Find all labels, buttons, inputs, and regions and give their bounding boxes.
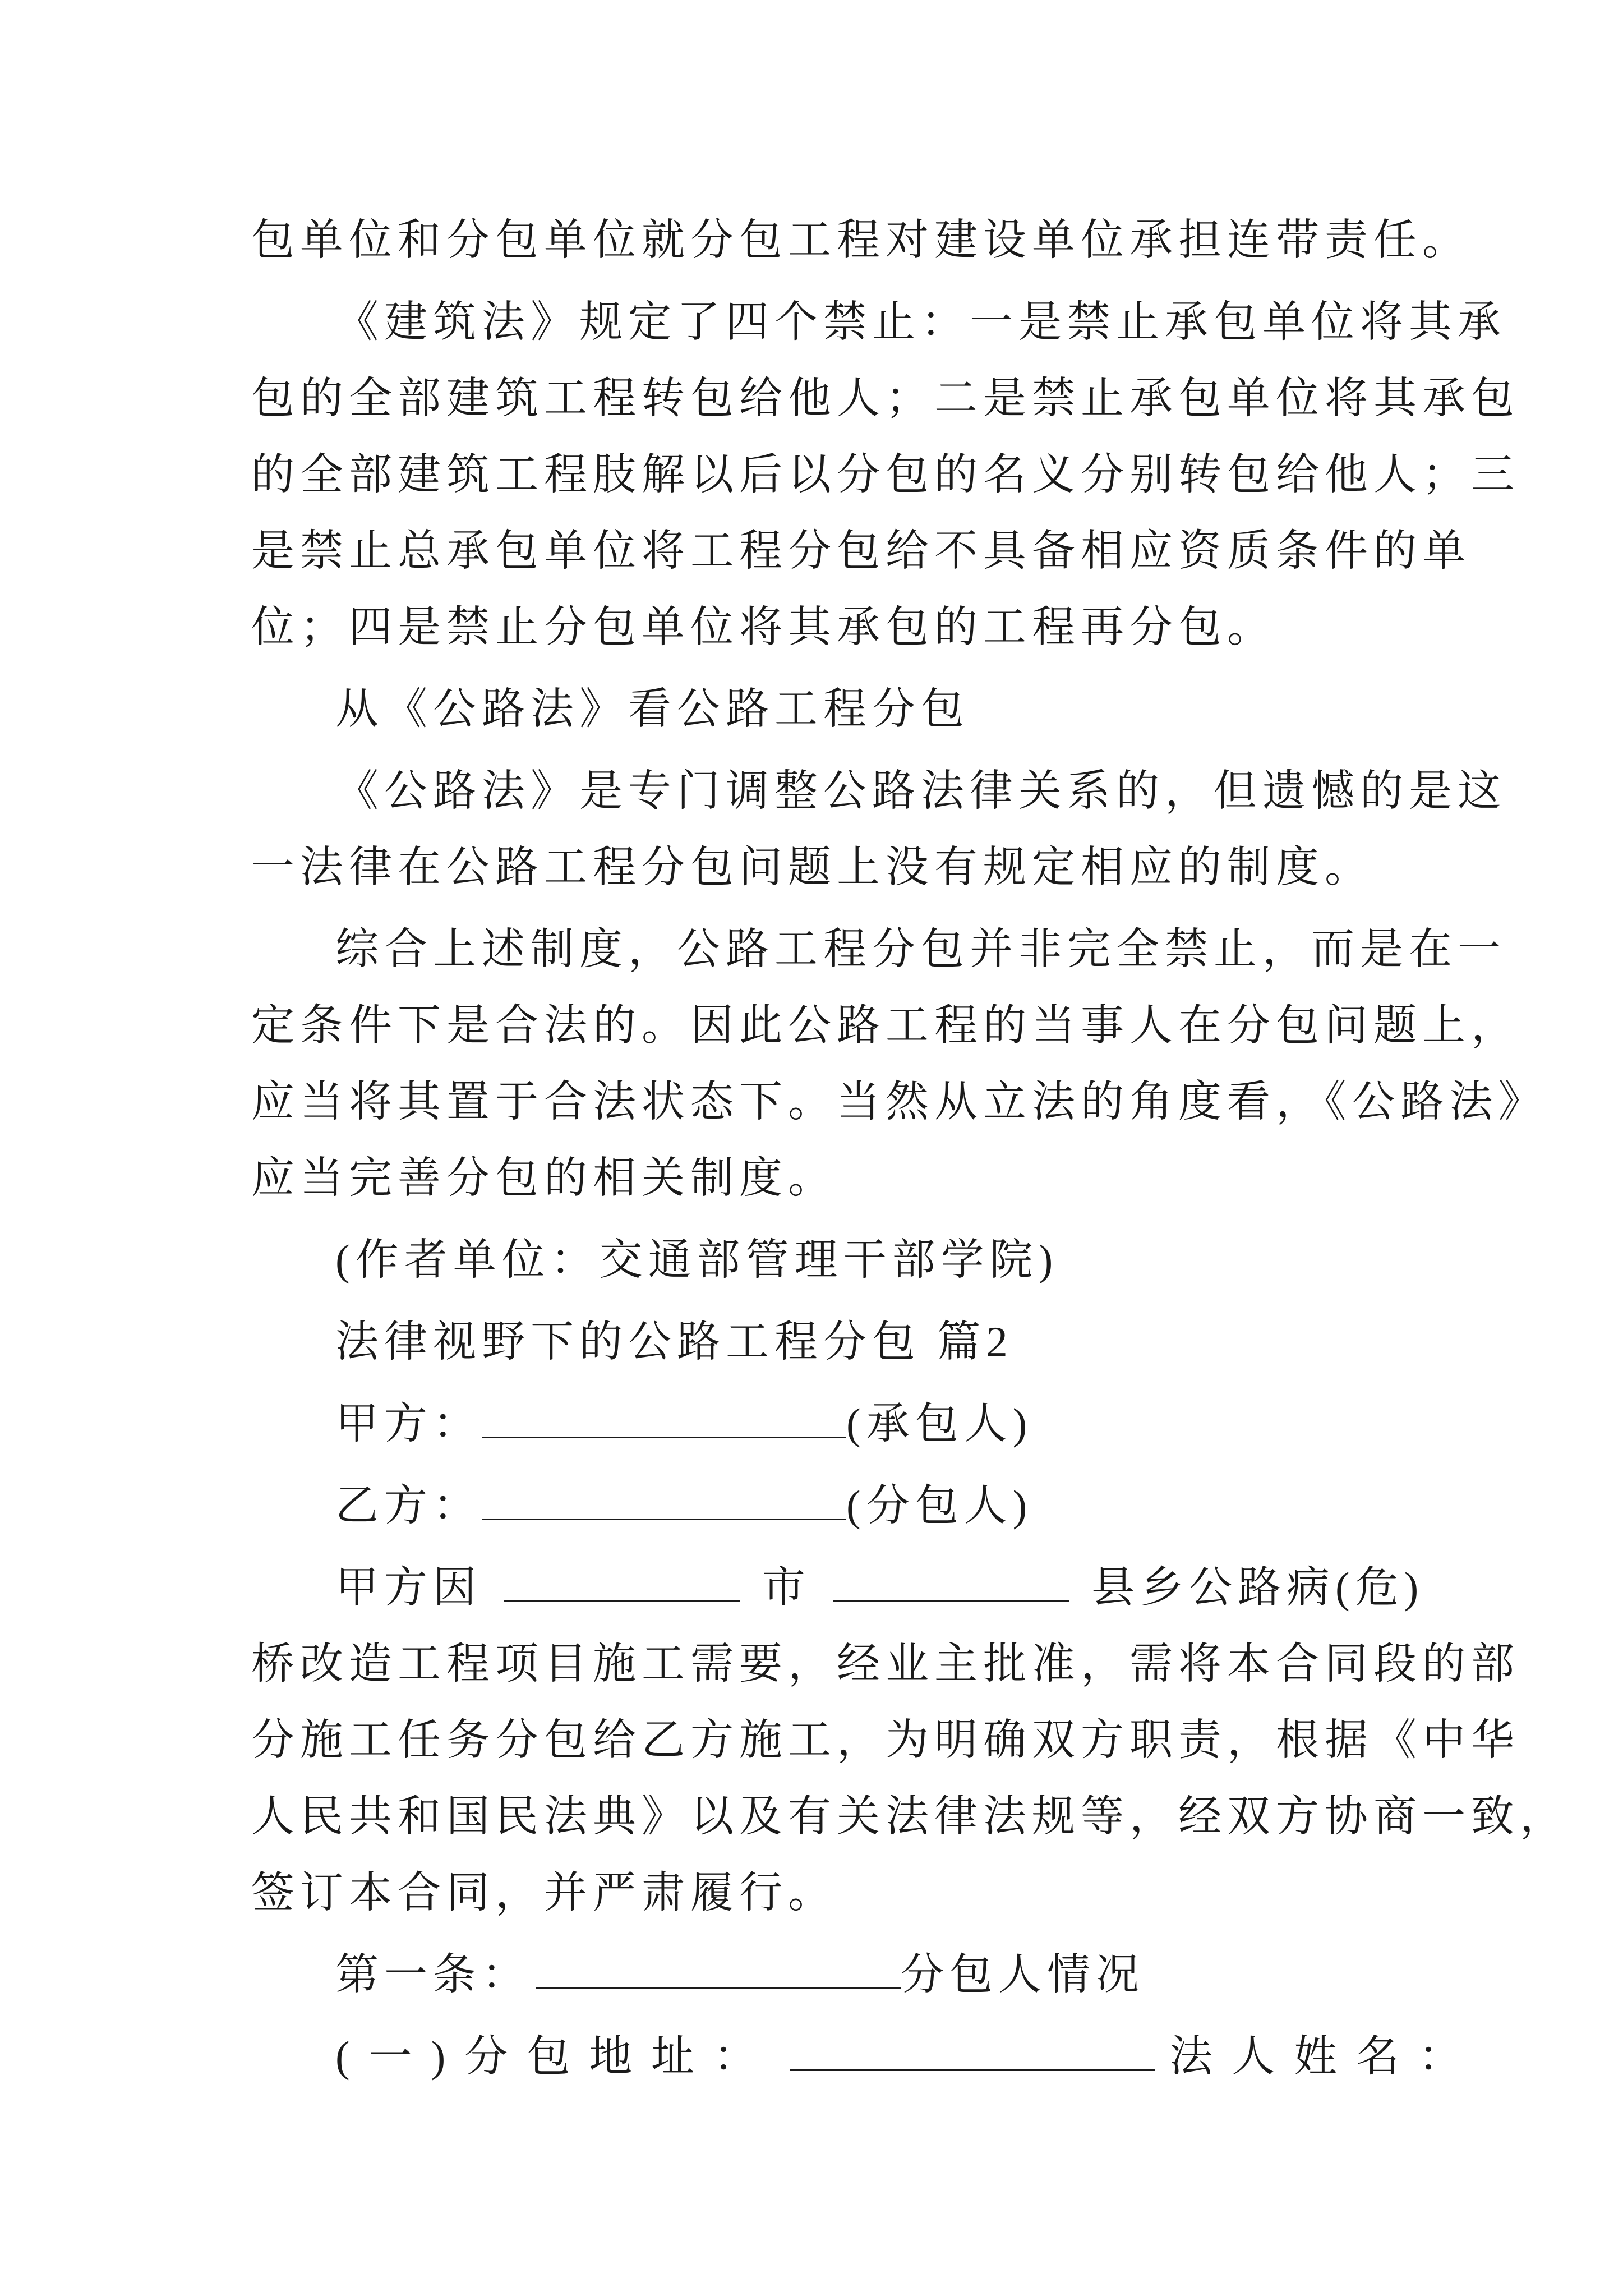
address-line [251,2018,1481,2095]
paragraph-line: 签订本合同，并严肃履行。 [251,1869,837,1917]
paragraph-line: 应当将其置于合法状态下。当然从立法的角度看，《公路法》 [251,1078,1547,1126]
paragraph-line: 《公路法》是专门调整公路法律关系的，但遗憾的是这 [335,767,1506,815]
article-title: 法律视野下的公路工程分包 篇2 [335,1318,1013,1366]
party-a-blank [482,1401,846,1438]
party-b-line [251,1467,1384,1544]
paragraph-line: 是禁止总承包单位将工程分包给不具备相应资质条件的单 [251,527,1471,575]
section-heading: 从《公路法》看公路工程分包 [335,685,970,733]
paragraph-line: 包单位和分包单位就分包工程对建设单位承担连带责任。 [251,216,1471,264]
paragraph-line: 《建筑法》规定了四个禁止：一是禁止承包单位将其承 [335,298,1506,346]
party-b-label: 乙方： [335,1481,482,1530]
project-desc: 县乡公路病(危) [1091,1563,1424,1612]
author-affiliation: (作者单位：交通部管理干部学院) [335,1236,1059,1284]
project-intro: 甲方因 [335,1563,482,1612]
paragraph-line: 桥改造工程项目施工需要，经业主批准，需将本合同段的部 [251,1640,1520,1688]
party-b-blank [482,1483,846,1520]
legal-name-label: 法人姓名： [1169,2032,1481,2081]
paragraph-line: 综合上述制度，公路工程分包并非完全禁止，而是在一 [335,925,1506,973]
party-a-label: 甲方： [335,1400,482,1448]
address-label: (一)分包地址： [335,2032,776,2081]
address-blank [790,2033,1155,2071]
paragraph-line: 应当完善分包的相关制度。 [251,1154,837,1202]
article-one-title: 分包人情况 [901,1950,1145,1999]
paragraph-line: 的全部建筑工程肢解以后以分包的名义分别转包给他人；三 [251,450,1520,499]
paragraph-line: 分施工任务分包给乙方施工，为明确双方职责，根据《中华 [251,1716,1520,1764]
paragraph-line: 位；四是禁止分包单位将其承包的工程再分包。 [251,603,1276,651]
party-b-role: (分包人) [846,1481,1033,1530]
article-one-label: 第一条： [335,1950,531,1999]
city-label: 市 [762,1563,811,1612]
city-blank [504,1565,740,1602]
article-one-blank [536,1952,901,1989]
project-line [251,1549,1424,1626]
paragraph-line: 一法律在公路工程分包问题上没有规定相应的制度。 [251,843,1373,891]
article-one-line [251,1936,1384,2013]
county-blank [833,1565,1069,1602]
document-body [251,202,1569,2095]
paragraph-line: 人民共和国民法典》以及有关法律法规等，经双方协商一致， [251,1792,1569,1841]
party-a-role: (承包人) [846,1400,1033,1448]
paragraph-line: 定条件下是合法的。因此公路工程的当事人在分包问题上， [251,1001,1520,1050]
party-a-line [251,1386,1384,1462]
paragraph-line: 包的全部建筑工程转包给他人；二是禁止承包单位将其承包 [251,374,1520,422]
